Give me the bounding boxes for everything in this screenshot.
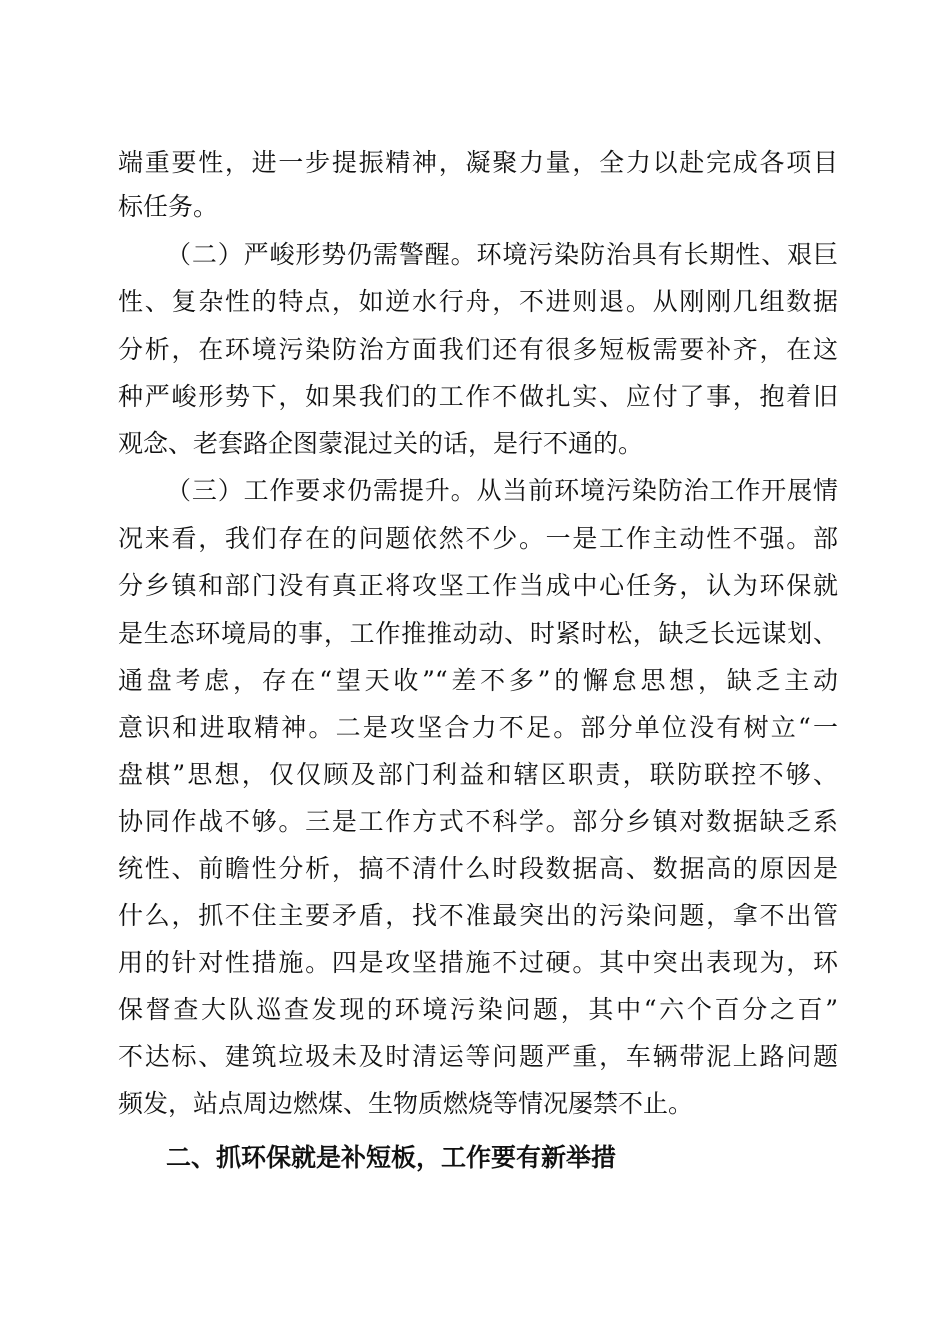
paragraph-line: 况来看，我们存在的问题依然不少。一是工作主动性不强。部 [118, 524, 838, 553]
paragraph-line: 什么，抓不住主要矛盾，找不准最突出的污染问题，拿不出管 [118, 901, 838, 930]
paragraph-line: 端重要性，进一步提振精神，凝聚力量，全力以赴完成各项目 [118, 148, 838, 177]
paragraph-line: 分乡镇和部门没有真正将攻坚工作当成中心任务，认为环保就 [118, 571, 838, 600]
paragraph-line: 统性、前瞻性分析，搞不清什么时段数据高、数据高的原因是 [118, 854, 838, 883]
paragraph-line: 观念、老套路企图蒙混过关的话，是行不通的。 [118, 429, 644, 458]
paragraph-line: 协同作战不够。三是工作方式不科学。部分乡镇对数据缺乏系 [118, 807, 838, 836]
paragraph-first-line [166, 233, 838, 277]
section-heading: 二、抓环保就是补短板，工作要有新举措 [166, 1143, 617, 1172]
paragraph-line: 标任务。 [118, 192, 219, 221]
paragraph-line: 性、复杂性的特点，如逆水行舟，不进则退。从刚刚几组数据 [118, 287, 838, 316]
paragraph-line: 不达标、建筑垃圾未及时清运等问题严重，车辆带泥上路问题 [118, 1042, 838, 1071]
paragraph-first-line [166, 469, 838, 513]
paragraph-line: 意识和进取精神。二是攻坚合力不足。部分单位没有树立“一 [118, 713, 838, 742]
paragraph-text: 环境污染防治具有长期性、艰巨 [476, 240, 838, 269]
paragraph-line: 通盘考虑，存在“望天收”“差不多”的懈怠思想，缺乏主动 [118, 666, 838, 695]
paragraph-line: 是生态环境局的事，工作推推动动、时紧时松，缺乏长远谋划、 [118, 619, 838, 648]
paragraph-text: 从当前环境污染防治工作开展情 [476, 476, 838, 505]
paragraph-lead: （二）严峻形势仍需警醒。 [166, 240, 477, 269]
paragraph-lead: （三）工作要求仍需提升。 [166, 476, 477, 505]
paragraph-line: 盘棋”思想，仅仅顾及部门利益和辖区职责，联防联控不够、 [118, 760, 838, 789]
paragraph-line: 频发，站点周边燃煤、生物质燃烧等情况屡禁不止。 [118, 1089, 694, 1118]
paragraph-line: 种严峻形势下，如果我们的工作不做扎实、应付了事，抱着旧 [118, 382, 838, 411]
paragraph-line: 分析，在环境污染防治方面我们还有很多短板需要补齐，在这 [118, 335, 838, 364]
paragraph-line: 用的针对性措施。四是攻坚措施不过硬。其中突出表现为，环 [118, 948, 838, 977]
paragraph-line: 保督查大队巡查发现的环境污染问题，其中“六个百分之百” [118, 995, 838, 1024]
